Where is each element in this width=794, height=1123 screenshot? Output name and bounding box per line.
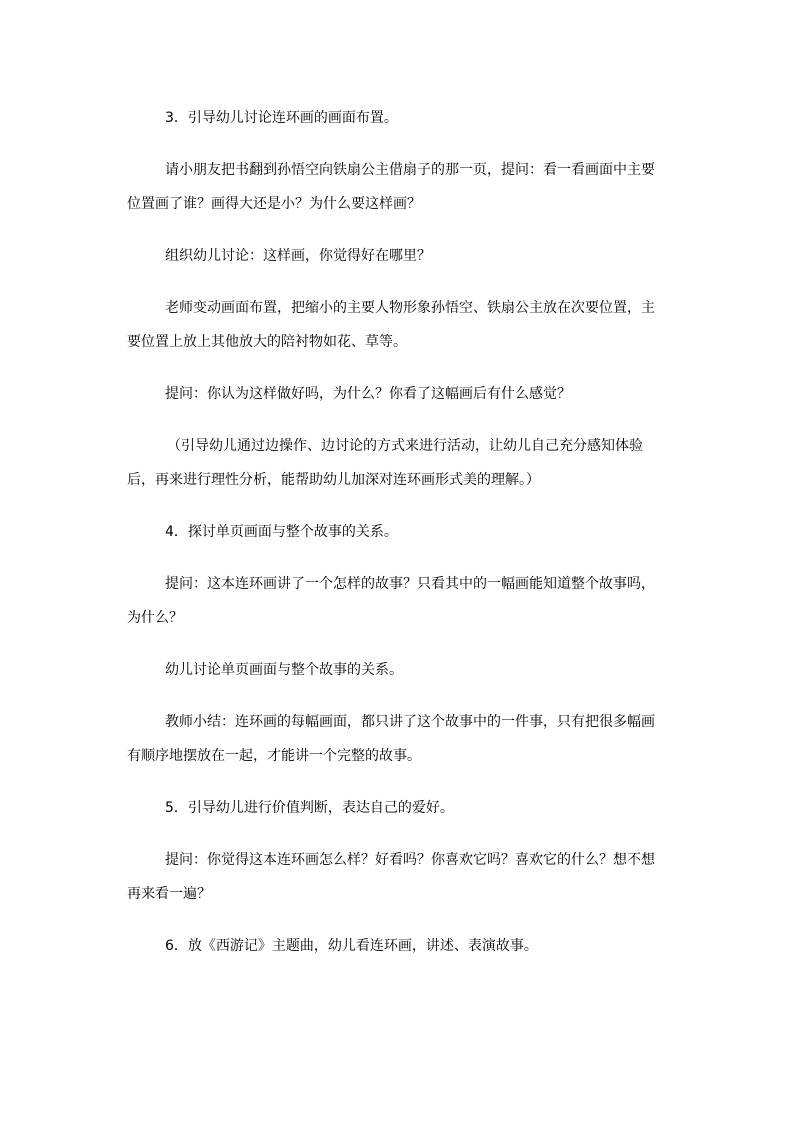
note-paragraph: （引导幼儿通过边操作、边讨论的方式来进行活动，让幼儿自己充分感知体验后，再来进行理性分析，能帮助幼儿加深对连环画形式美的理解。） <box>127 438 643 488</box>
teacher-action-paragraph: 老师变动画面布置，把缩小的主要人物形象孙悟空、铁扇公主放在次要位置，主要位置上放上其他放大的陪衬物如花、草等。 <box>127 300 655 350</box>
step-6-heading: 6．放《西游记》主题曲，幼儿看连环画，讲述、表演故事。 <box>165 938 538 954</box>
document-body <box>127 101 667 963</box>
step-3-heading: 3．引导幼儿讨论连环画的画面布置。 <box>165 110 398 126</box>
question-paragraph: 提问：你觉得这本连环画怎么样？好看吗？你喜欢它吗？喜欢它的什么？想不想再来看一遍？ <box>127 852 655 902</box>
discussion-paragraph: 幼儿讨论单页画面与整个故事的关系。 <box>165 662 403 678</box>
question-paragraph: 提问：你认为这样做好吗，为什么？你看了这幅画后有什么感觉？ <box>165 386 571 402</box>
step-5-heading: 5．引导幼儿进行价值判断，表达自己的爱好。 <box>165 800 454 816</box>
question-paragraph: 请小朋友把书翻到孙悟空向铁扇公主借扇子的那一页，提问：看一看画面中主要位置画了谁？画得大还是小？为什么要这样画？ <box>127 162 655 212</box>
step-4-heading: 4．探讨单页画面与整个故事的关系。 <box>165 524 398 540</box>
teacher-summary-paragraph: 教师小结：连环画的每幅画面，都只讲了这个故事中的一件事，只有把很多幅画有顺序地摆放在一起，才能讲一个完整的故事。 <box>127 714 655 764</box>
discussion-paragraph: 组织幼儿讨论：这样画，你觉得好在哪里？ <box>165 248 431 264</box>
question-paragraph: 提问：这本连环画讲了一个怎样的故事？只看其中的一幅画能知道整个故事吗，为什么？ <box>127 576 655 626</box>
